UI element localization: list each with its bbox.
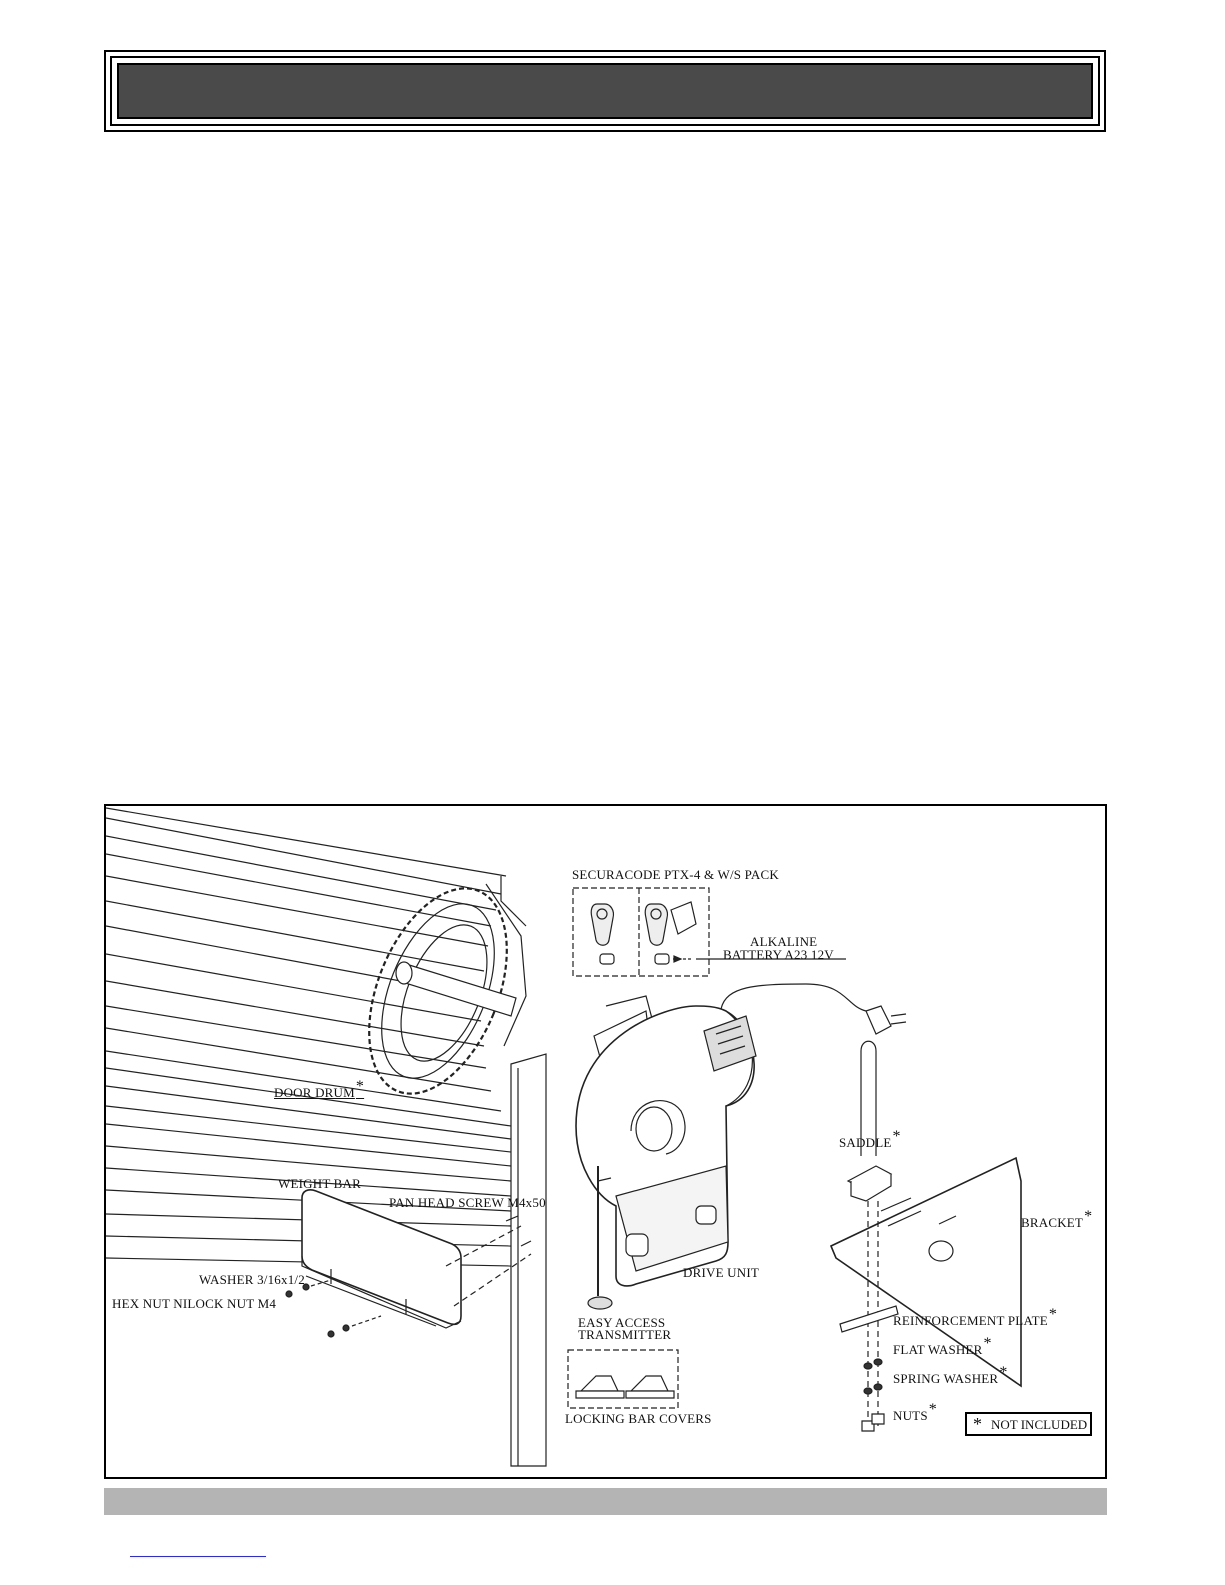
label-easy-access-line2: TRANSMITTER <box>578 1327 672 1342</box>
label-door-drum <box>274 1078 365 1100</box>
label-bracket-text: BRACKET <box>1021 1215 1084 1230</box>
exploded-parts-diagram <box>104 804 1107 1479</box>
label-alkaline-line1: ALKALINE <box>750 934 818 949</box>
title-banner-fill <box>117 63 1093 119</box>
label-hex-nut: HEX NUT NILOCK NUT M4 <box>112 1296 277 1311</box>
label-door-drum-text: DOOR DRUM <box>274 1085 355 1100</box>
label-pan-head-screw: PAN HEAD SCREW M4x50 <box>389 1195 546 1210</box>
label-reinforcement-plate <box>893 1306 1058 1328</box>
locking-bar-covers-illustration <box>568 1350 678 1408</box>
label-locking-bar-covers: LOCKING BAR COVERS <box>565 1411 712 1426</box>
door-drum-illustration <box>106 808 546 1466</box>
label-securacode-pack: SECURACODE PTX-4 & W/S PACK <box>572 867 779 882</box>
label-bracket <box>1021 1208 1093 1230</box>
title-banner-inner-border <box>110 56 1100 126</box>
not-included-asterisk: * <box>999 1364 1008 1381</box>
securacode-pack-illustration <box>573 888 846 976</box>
note-asterisk: * <box>973 1414 982 1434</box>
not-included-asterisk: * <box>983 1335 992 1352</box>
not-included-asterisk: * <box>1048 1306 1058 1323</box>
not-included-note <box>965 1412 1092 1436</box>
label-alkaline-line2: BATTERY A23 12V <box>723 947 834 962</box>
label-nuts <box>893 1401 937 1423</box>
label-saddle-text: SADDLE <box>839 1135 892 1150</box>
weight-bar-illustration <box>286 1190 531 1337</box>
label-flat-washer <box>893 1335 992 1357</box>
not-included-asterisk: * <box>355 1078 365 1095</box>
label-saddle <box>839 1128 901 1150</box>
label-spring-washer <box>893 1364 1008 1386</box>
title-banner <box>104 50 1106 132</box>
label-drive-unit: DRIVE UNIT <box>683 1265 760 1280</box>
label-spring-washer-text: SPRING WASHER <box>893 1371 999 1386</box>
label-weight-bar: WEIGHT BAR <box>278 1176 362 1191</box>
note-text: NOT INCLUDED <box>991 1417 1088 1432</box>
label-washer: WASHER 3/16x1/2 <box>199 1272 305 1287</box>
label-nuts-text: NUTS <box>893 1408 928 1423</box>
label-flat-washer-text: FLAT WASHER <box>893 1342 983 1357</box>
not-included-asterisk: * <box>892 1128 901 1145</box>
label-reinforcement-plate-text: REINFORCEMENT PLATE <box>893 1313 1048 1328</box>
footer-link-underline[interactable] <box>130 1556 266 1557</box>
not-included-asterisk: * <box>928 1401 937 1418</box>
label-easy-access-line1: EASY ACCESS <box>578 1315 666 1330</box>
footer-bar <box>104 1488 1107 1515</box>
not-included-asterisk: * <box>1084 1208 1093 1225</box>
